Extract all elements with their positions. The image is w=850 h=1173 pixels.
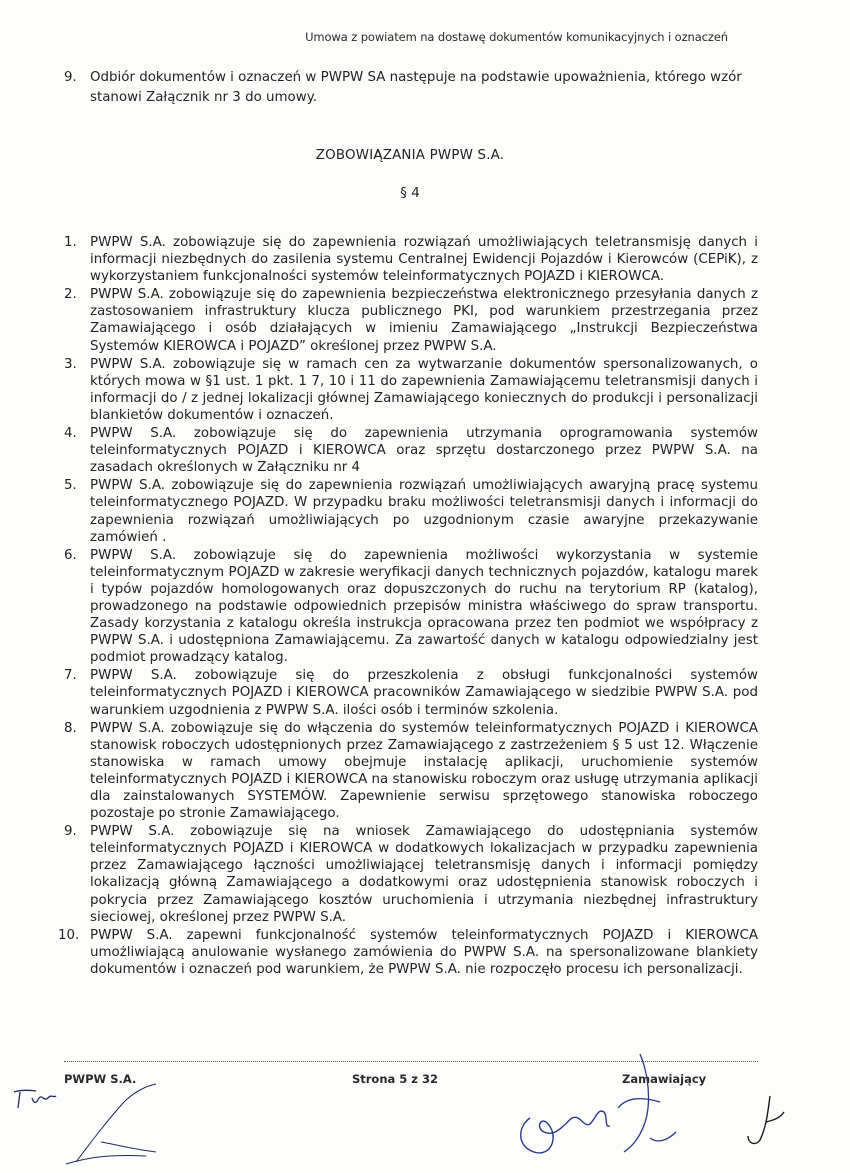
list-item-number: 4. bbox=[64, 426, 77, 442]
list-item bbox=[64, 234, 758, 285]
list-item-text: PWPW S.A. zapewni funkcjonalność systemów teleinformatycznych POJAZD i KIEROWCA umożliwiającą anulowanie wysłanego zamówienia do PWPW S.A. na spersonalizowane blankiety dokumentów i oznaczeń pod warunkiem, że PWPW S.A. nie rozpoczęło procesu ich personalizacji. bbox=[90, 927, 758, 977]
left-signature bbox=[6, 1082, 176, 1168]
list-item bbox=[64, 286, 758, 354]
list-item bbox=[64, 356, 758, 424]
list-item bbox=[64, 823, 758, 926]
list-item-number: 9. bbox=[64, 824, 77, 840]
list-item-text: PWPW S.A. zobowiązuje się do zapewnienia możliwości wykorzystania w systemie teleinformatycznym POJAZD w zakresie weryfikacji danych technicznych pojazdów, katalogu marek i typów pojazdów homologowanych oraz dopuszczonych do ruchu na terytorium RP (katalog), prowadzonego na podstawie odpowiednich przepisów ministra właściwego do spraw transportu. Zasady korzystania z katalogu określa instrukcja opracowana przez ten podmiot we współpracy z PWPW S.A. i udostępniona Zamawiającemu. Za zawartość danych w katalogu odpowiedzialny jest podmiot prowadzący katalog. bbox=[90, 547, 758, 666]
list-item bbox=[64, 720, 758, 823]
list-item bbox=[58, 927, 758, 978]
list-item-number: 3. bbox=[64, 356, 77, 372]
paragraph-number: § 4 bbox=[400, 186, 420, 201]
footer-right-party: Zamawiający bbox=[622, 1072, 707, 1086]
list-item-text: PWPW S.A. zobowiązuje się do przeszkolenia z obsługi funkcjonalności systemów teleinformatycznych POJAZD i KIEROWCA pracowników Zamawiającego w siedzibie PWPW S.A. pod warunkiem uzgodnienia z PWPW S.A. ilości osób i terminów szkolenia. bbox=[90, 668, 758, 718]
list-item-number: 10. bbox=[58, 927, 80, 943]
list-item-number: 6. bbox=[64, 547, 77, 563]
list-item-number: 8. bbox=[64, 720, 77, 736]
section-title: ZOBOWIĄZANIA PWPW S.A. bbox=[315, 148, 505, 163]
list-item-text: PWPW S.A. zobowiązuje się do zapewnienia utrzymania oprogramowania systemów teleinformatycznych POJAZD i KIEROWCA oraz sprzętu dostarczonego przez PWPW S.A. na zasadach określonych w Załączniku nr 4 bbox=[90, 426, 758, 476]
list-item-text: PWPW S.A. zobowiązuje się na wniosek Zamawiającego do udostępniania systemów teleinformatycznych POJAZD i KIEROWCA w dodatkowych lokalizacjach w przypadku zapewnienia przez Zamawiającego łączności umożliwiającej teletransmisję danych i informacji pomiędzy lokalizacją główną Zamawiającego a dodatkowymi oraz udostępnienia stanowisk roboczych i pokrycia przez Zamawiającego kosztów uruchomienia i utrzymania niezbędnej infrastruktury sieciowej, określonej przez PWPW S.A. bbox=[90, 824, 758, 925]
list-item-text: PWPW S.A. zobowiązuje się do włączenia do systemów teleinformatycznych POJAZD i KIEROWCA stanowisk roboczych udostępnionych przez Zamawiającego z zastrzeżeniem § 5 ust 12. Włączenie stanowiska w ramach umowy obejmuje instalację aplikacji, uruchomienie systemów teleinformatycznych POJAZD i KIEROWCA na stanowisku roboczym oraz usługę utrzymania aplikacji dla zainstalowanych SYSTEMÓW. Zapewnienie serwisu sprzętowego stanowiska roboczego pozostaje po stronie Zamawiającego. bbox=[90, 720, 758, 822]
list-item-number: 1. bbox=[64, 235, 77, 250]
list-item-text: PWPW S.A. zobowiązuje się w ramach cen za wytwarzanie dokumentów spersonalizowanych, o których mowa w §1 ust. 1 pkt. 1 7, 10 i 11 do zapewnienia Zamawiającemu teletransmisji danych i informacji do / z jednej lokalizacji głównej Zamawiającego koniecznych do produkcji i personalizacji blankietów dokumentów i oznaczeń. bbox=[90, 356, 758, 423]
list-item bbox=[64, 667, 758, 718]
obligations-list bbox=[58, 234, 758, 979]
list-item bbox=[64, 425, 758, 476]
right-signature bbox=[500, 1048, 710, 1168]
list-item-text: PWPW S.A. zobowiązuje się do zapewnienia rozwiązań umożliwiających teletransmisję danych i informacji niezbędnych do zasilenia systemu Centralnej Ewidencji Pojazdów i Kierowców (CEPiK), z wykorzystaniem funkcjonalności systemów teleinformatycznych POJAZD i KIEROWCA. bbox=[90, 235, 758, 285]
list-item bbox=[64, 547, 758, 667]
intro-item-number: 9. bbox=[64, 70, 77, 85]
page-number: Strona 5 z 32 bbox=[351, 1072, 438, 1086]
list-item-text: PWPW S.A. zobowiązuje się do zapewnienia bezpieczeństwa elektronicznego przesyłania danych z zastosowaniem infrastruktury klucza publicznego PKI, pod warunkiem przestrzegania przez Zamawiającego i osób działających w imieniu Zamawiającego „Instrukcji Bezpieczeństwa Systemów KIEROWCA i POJAZD” określonej przez PWPW S.A. bbox=[90, 287, 758, 354]
intro-item bbox=[64, 68, 764, 108]
page-header: Umowa z powiatem na dostawę dokumentów komunikacyjnych i oznaczeń bbox=[305, 30, 728, 44]
list-item-text: PWPW S.A. zobowiązuje się do zapewnienia rozwiązań umożliwiających awaryjną pracę systemu teleinformatycznego POJAZD. W przypadku braku możliwości teletransmisji danych i informacji do zapewnienia rozwiązań umożliwiających po uzgodnionym czasie awaryjne przekazywanie zamówień . bbox=[90, 478, 758, 545]
list-item-number: 7. bbox=[64, 668, 77, 684]
intro-item-text: Odbiór dokumentów i oznaczeń w PWPW SA następuje na podstawie upoważnienia, którego wzór stanowi Załącznik nr 3 do umowy. bbox=[90, 70, 742, 105]
list-item-number: 2. bbox=[64, 287, 77, 303]
list-item-number: 5. bbox=[64, 478, 77, 494]
footer-left-party: PWPW S.A. bbox=[64, 1072, 137, 1086]
list-item bbox=[64, 477, 758, 545]
initials-signature bbox=[740, 1092, 790, 1152]
